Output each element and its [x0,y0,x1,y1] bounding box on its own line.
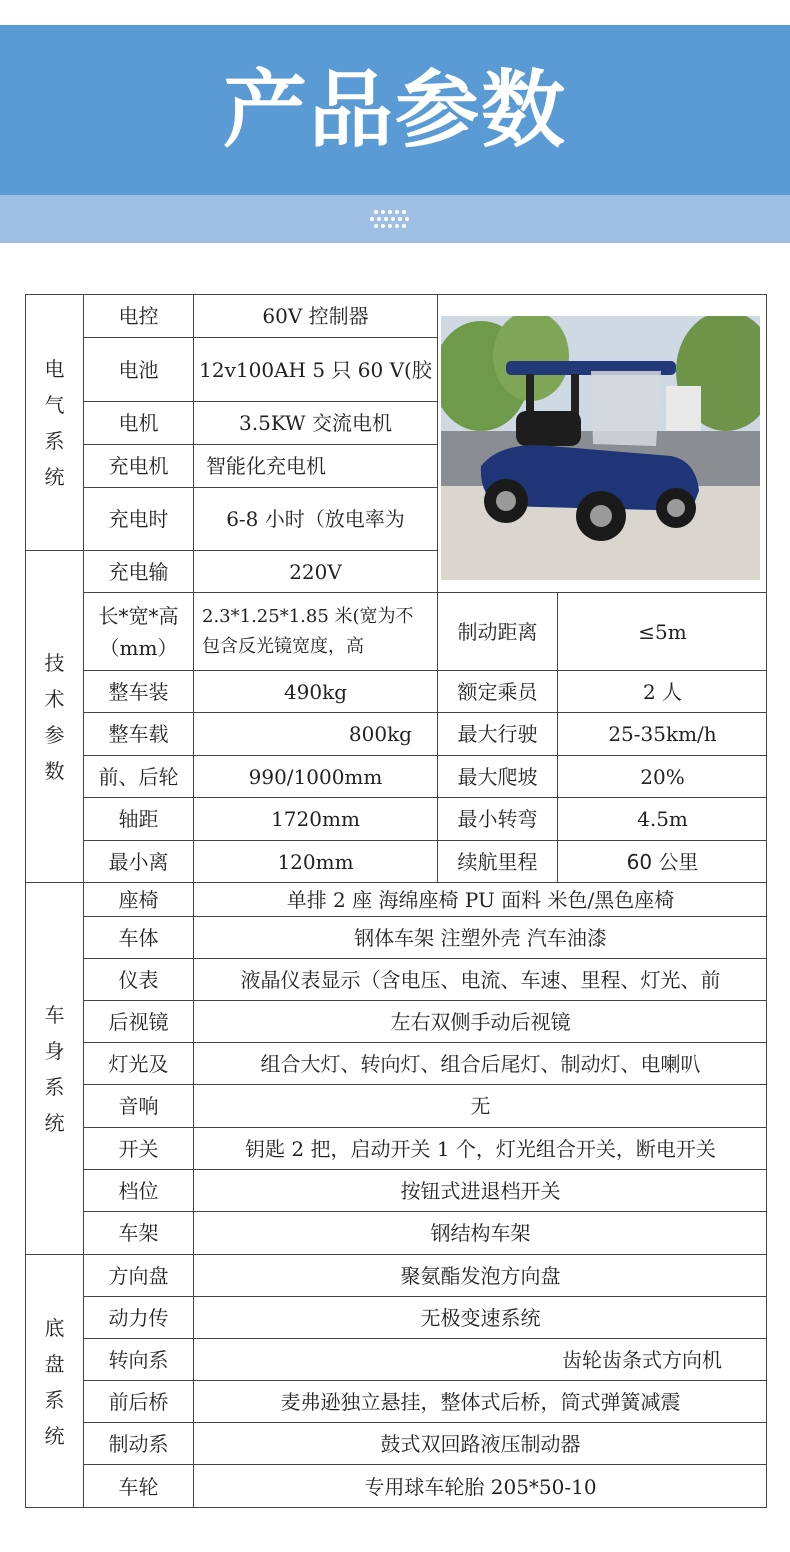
section-electric-label: 电气系统 [44,356,65,489]
row-label: 动力传 [83,1296,193,1338]
header-banner [0,25,790,195]
row-label: 制动系 [83,1422,193,1464]
row-label: 前、后轮 [83,755,193,797]
row-value: 液晶仪表显示（含电压、电流、车速、里程、灯光、前 [193,958,767,1000]
row-label: 灯光及 [83,1042,193,1084]
row-value: 专用球车轮胎 205*50-10 [193,1464,767,1508]
row-label: 仪表 [83,958,193,1000]
row-value: 6-8 小时（放电率为 [193,487,437,550]
page-title: 产品参数 [222,61,567,159]
row-label: 充电时 [83,487,193,550]
row-label: 转向系 [83,1338,193,1380]
row-label: 后视镜 [83,1000,193,1042]
spec-label-right: 制动距离 [437,592,557,670]
row-label: 车体 [83,916,193,958]
row-value: 钢结构车架 [193,1211,767,1254]
row-label: 方向盘 [83,1254,193,1296]
row-value: 60V 控制器 [193,294,437,337]
row-label: 轴距 [83,797,193,840]
section-body-label: 车身系统 [44,1002,65,1135]
row-value: 12v100AH 5 只 60 V(胶 [193,337,437,401]
spec-value-right: 20% [557,755,767,797]
row-label: 整车载 [83,712,193,755]
spec-label-right: 最大行驶 [437,712,557,755]
row-label: 充电输 [83,550,193,592]
row-value: 3.5KW 交流电机 [193,401,437,444]
row-label: 长*宽*高（mm） [83,592,193,670]
row-label: 开关 [83,1127,193,1169]
section-tech-label: 技术参数 [44,650,65,783]
table-border-bottom [25,1507,767,1508]
row-value: 120mm [193,840,437,882]
golf-cart-photo [441,316,760,580]
section-chassis-label: 底盘系统 [44,1315,65,1448]
row-label: 车轮 [83,1464,193,1508]
table-border-right [766,294,767,1508]
spec-value-right: 60 公里 [557,840,767,882]
row-value: 1720mm [193,797,437,840]
spec-label-right: 续航里程 [437,840,557,882]
row-label: 车架 [83,1211,193,1254]
spec-value-right: 25-35km/h [557,712,767,755]
row-label: 座椅 [83,882,193,916]
row-label: 电控 [83,294,193,337]
dots-ornament-icon [370,208,414,230]
row-value: 齿轮齿条式方向机 [193,1338,767,1380]
row-label: 电池 [83,337,193,401]
spec-label-right: 最大爬坡 [437,755,557,797]
row-value: 智能化充电机 [193,444,437,487]
row-value: 左右双侧手动后视镜 [193,1000,767,1042]
row-value: 220V [193,550,437,592]
row-value: 无极变速系统 [193,1296,767,1338]
row-label: 充电机 [83,444,193,487]
row-label: 前后桥 [83,1380,193,1422]
spec-label-right: 额定乘员 [437,670,557,712]
section-chassis [25,1254,83,1508]
row-value: 聚氨酯发泡方向盘 [193,1254,767,1296]
row-label: 电机 [83,401,193,444]
row-value: 钥匙 2 把，启动开关 1 个，灯光组合开关，断电开关 [193,1127,767,1169]
row-value: 单排 2 座 海绵座椅 PU 面料 米色/黑色座椅 [193,882,767,916]
row-value: 490kg [193,670,437,712]
row-value: 无 [193,1084,767,1127]
row-value: 800kg [193,712,437,755]
row-value: 麦弗逊独立悬挂，整体式后桥，筒式弹簧减震 [193,1380,767,1422]
spec-table [25,294,767,1508]
row-label: 档位 [83,1169,193,1211]
row-value: 钢体车架 注塑外壳 汽车油漆 [193,916,767,958]
section-body [25,882,83,1254]
row-value: 组合大灯、转向灯、组合后尾灯、制动灯、电喇叭 [193,1042,767,1084]
section-tech [25,550,83,882]
row-label: 整车装 [83,670,193,712]
spec-value-right: 2 人 [557,670,767,712]
row-label: 最小离 [83,840,193,882]
row-label: 音响 [83,1084,193,1127]
spec-label-right: 最小转弯 [437,797,557,840]
row-value: 按钮式进退档开关 [193,1169,767,1211]
row-value: 2.3*1.25*1.85 米(宽为不包含反光镜宽度，高 [193,592,437,670]
section-electric [25,294,83,550]
row-value: 鼓式双回路液压制动器 [193,1422,767,1464]
spec-value-right: ≤5m [557,592,767,670]
spec-value-right: 4.5m [557,797,767,840]
row-value: 990/1000mm [193,755,437,797]
